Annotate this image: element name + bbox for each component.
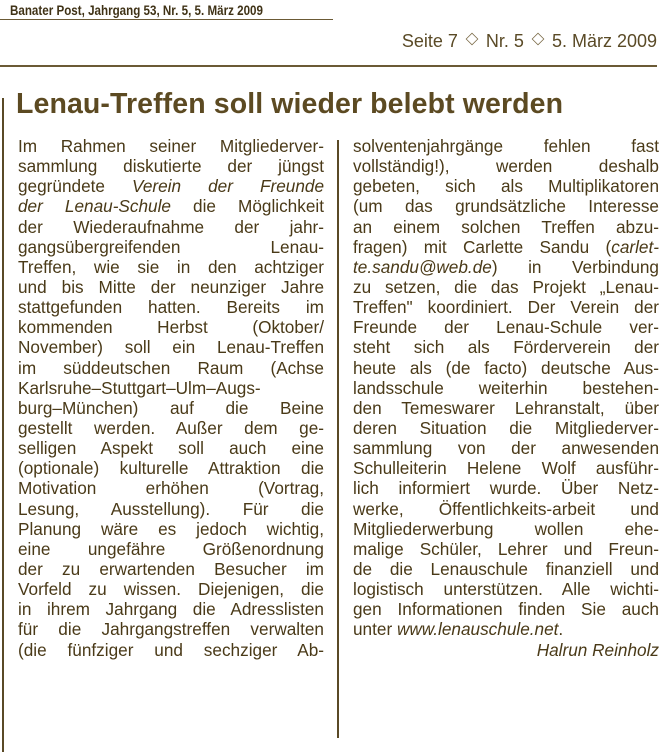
article-frame-left-rule: [2, 98, 4, 752]
text-line: Treffen, wie sie in den achtziger: [18, 256, 324, 277]
text-line: Im Rahmen seiner Mitgliederver-: [18, 136, 324, 156]
text-line: vollständig!), werden deshalb: [353, 156, 659, 177]
text-line: burg–München) auf die Beine: [18, 397, 324, 418]
text-line: der zu erwartenden Besucher im: [18, 558, 324, 579]
text-line: gebeten, sich als Multiplikatoren: [353, 176, 659, 197]
text-line: sammlung von der anwesenden: [353, 438, 659, 459]
text-line: Karlsruhe–Stuttgart–Ulm–Augs-: [18, 377, 261, 398]
page-info: [402, 31, 657, 52]
text-line: logistisch unterstützen. Alle wichti-: [353, 579, 659, 600]
text-line: steht sich als Förderverein der: [353, 337, 659, 358]
text-line: Mitgliederwerbung wollen ehe-: [353, 518, 659, 539]
text-line: solventenjahrgänge fehlen fast: [353, 136, 659, 156]
text-line: [353, 237, 659, 257]
text-line: für die Jahrgangstreffen verwalten: [18, 619, 324, 640]
emphasized-text: Verein der Freunde: [132, 176, 324, 197]
text-line: gangsübergreifenden Lenau-: [18, 236, 324, 257]
text-line: deren Situation die Mitgliederver-: [353, 417, 659, 438]
text-line: selligen Aspekt soll auch eine: [18, 438, 324, 459]
article-column-left: [18, 136, 324, 660]
emphasized-text: carlet-: [611, 236, 659, 257]
text-line: sammlung diskutierte der jüngst: [18, 156, 324, 177]
page-info-rule: [0, 65, 657, 67]
text-run: ) in Verbindung: [491, 256, 659, 277]
text-line: Vorfeld zu wissen. Diejenigen, die: [18, 579, 324, 600]
text-line: gestellt werden. Außer dem ge-: [18, 417, 324, 438]
text-line: Planung wäre es jedoch wichtig,: [18, 518, 324, 539]
text-run: unter: [353, 619, 397, 640]
text-line: stattgefunden hatten. Bereits im: [18, 297, 324, 318]
text-line: [18, 196, 324, 216]
article-column-right: [353, 136, 659, 660]
article-headline: Lenau-Treffen soll wieder belebt werden: [16, 88, 564, 120]
text-line: Motivation erhöhen (Vortrag,: [18, 478, 324, 499]
text-line: lich informiert wurde. Über Netz-: [353, 478, 659, 499]
text-run: die Möglichkeit: [170, 196, 324, 217]
text-line: Lesung, Ausstellung). Für die: [18, 498, 324, 519]
text-line: landsschule weiterhin bestehen-: [353, 377, 659, 398]
masthead-text: Banater Post, Jahrgang 53, Nr. 5, 5. März 2009: [10, 3, 263, 18]
text-line: an einem solchen Treffen abzu-: [353, 216, 659, 237]
text-line: eine ungefähre Größenordnung: [18, 538, 324, 559]
text-line: gen Informationen finden Sie auch: [353, 599, 659, 620]
text-line: Schulleiterin Helene Wolf ausführ-: [353, 458, 659, 479]
text-line: [353, 257, 659, 277]
page-number: Seite 7: [401, 31, 458, 51]
column-divider: [337, 140, 339, 738]
text-line: im süddeutschen Raum (Achse: [18, 357, 324, 378]
diamond-outline-icon: [532, 33, 545, 46]
text-line: und bis Mitte der neunziger Jahre: [18, 276, 324, 297]
text-line: Freunde der Lenau-Schule ver-: [353, 317, 659, 338]
emphasized-text: te.sandu@web.de: [353, 256, 492, 277]
text-run: .: [558, 619, 564, 640]
diamond-outline-icon: [466, 33, 479, 46]
text-line: de die Lenauschule finanziell und: [353, 558, 659, 579]
text-line: malige Schüler, Lehrer und Freun-: [353, 538, 659, 559]
issue-date: 5. März 2009: [551, 31, 657, 51]
text-line: [353, 619, 659, 639]
issue-number: Nr. 5: [485, 31, 524, 51]
text-line: kommenden Herbst (Oktober/: [18, 317, 324, 338]
text-line: (optionale) kulturelle Attraktion die: [18, 458, 324, 479]
text-run: fragen) mit Carlette Sandu (: [353, 236, 612, 257]
author-byline: Halrun Reinholz: [536, 639, 659, 660]
text-line: [18, 176, 324, 196]
text-line: (um das grundsätzliche Interesse: [353, 196, 659, 217]
text-line: zu setzen, die das Projekt „Lenau-: [353, 276, 659, 297]
masthead-rule: [0, 19, 333, 20]
text-run: gegründete: [18, 176, 133, 197]
text-line: Treffen" koordiniert. Der Verein der: [353, 297, 659, 318]
text-line: heute als (de facto) deutsche Aus-: [353, 357, 659, 378]
text-line: der Wiederaufnahme der jahr-: [18, 216, 324, 237]
text-line: in ihrem Jahrgang die Adresslisten: [18, 599, 324, 620]
emphasized-text: der Lenau-Schule: [18, 196, 171, 217]
text-line: (die fünfziger und sechziger Ab-: [18, 639, 324, 660]
text-line: werke, Öffentlichkeits-arbeit und: [353, 498, 659, 519]
text-line: November) soll ein Lenau-Treffen: [18, 337, 324, 358]
emphasized-text: www.lenauschule.net: [396, 619, 559, 640]
text-line: den Temeswarer Lehranstalt, über: [353, 397, 659, 418]
